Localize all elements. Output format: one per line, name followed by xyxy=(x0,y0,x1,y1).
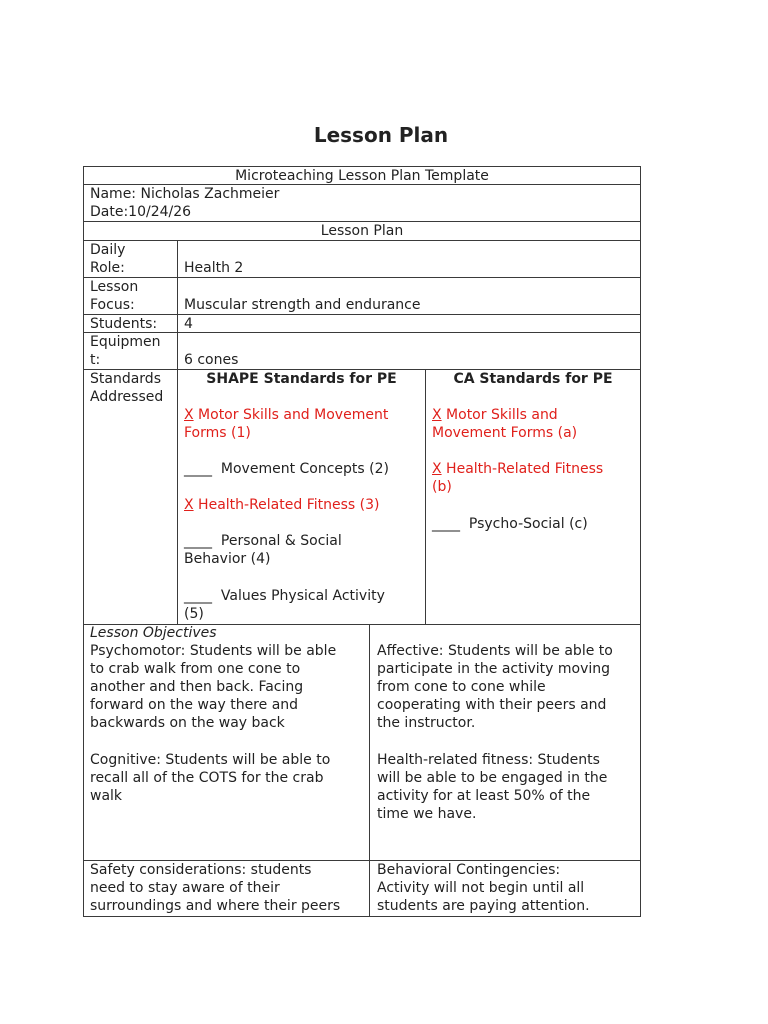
standards-label: Standards Addressed xyxy=(90,371,164,405)
shape-standard-3: X Health-Related Fitness (3) xyxy=(184,497,380,513)
checked-mark: X xyxy=(184,407,194,423)
lesson-focus-value: Muscular strength and endurance xyxy=(184,297,421,313)
daily-role-value: Health 2 xyxy=(184,260,244,276)
checked-mark: X xyxy=(432,407,442,423)
shape-standards-heading: SHAPE Standards for PE xyxy=(206,371,397,387)
unchecked-mark: ____ xyxy=(432,516,460,532)
behavioral-contingencies: Behavioral Contingencies: Activity will not begin until all students are paying attention. xyxy=(377,862,590,914)
students-label: Students: xyxy=(90,316,158,332)
fitness-objective: Health-related fitness: Students will be able to be engaged in the activity for at least 50% of the time we have. xyxy=(377,752,608,822)
page-title: Lesson Plan xyxy=(313,123,449,147)
lesson-focus-label: Lesson Focus: xyxy=(90,279,139,313)
equipment-value: 6 cones xyxy=(184,352,239,368)
shape-standard-4: ____ Personal & Social Behavior (4) xyxy=(184,533,342,567)
objectives-heading: Lesson Objectives xyxy=(90,625,217,641)
date-field: Date:10/24/26 xyxy=(90,204,192,220)
students-value: 4 xyxy=(184,316,193,332)
ca-standards-heading: CA Standards for PE xyxy=(453,371,613,387)
equipment-label: Equipmen t: xyxy=(90,334,161,368)
ca-standard-a: X Motor Skills and Movement Forms (a) xyxy=(432,407,578,441)
checked-mark: X xyxy=(432,461,442,477)
column-divider xyxy=(425,369,426,625)
shape-standard-2: ____ Movement Concepts (2) xyxy=(184,461,389,477)
unchecked-mark: ____ xyxy=(184,588,212,604)
column-divider xyxy=(369,624,370,917)
psychomotor-objective: Psychomotor: Students will be able to crab walk from one cone to another and then back. Facing forward on the way there and backwards on the way back xyxy=(90,643,337,731)
name-field: Name: Nicholas Zachmeier xyxy=(90,186,280,202)
shape-standard-5: ____ Values Physical Activity (5) xyxy=(184,588,385,622)
template-header: Microteaching Lesson Plan Template xyxy=(235,168,489,184)
daily-role-label: Daily Role: xyxy=(90,242,126,276)
ca-standard-c: ____ Psycho-Social (c) xyxy=(432,516,588,532)
ca-standard-b: X Health-Related Fitness (b) xyxy=(432,461,604,495)
cognitive-objective: Cognitive: Students will be able to recall all of the COTS for the crab walk xyxy=(90,752,331,804)
checked-mark: X xyxy=(184,497,194,513)
affective-objective: Affective: Students will be able to participate in the activity moving from cone to cone while cooperating with their peers and the instructor. xyxy=(377,643,613,731)
column-divider xyxy=(177,240,178,625)
unchecked-mark: ____ xyxy=(184,533,212,549)
shape-standard-1: X Motor Skills and Movement Forms (1) xyxy=(184,407,389,441)
unchecked-mark: ____ xyxy=(184,461,212,477)
section-header: Lesson Plan xyxy=(320,223,404,239)
safety-considerations: Safety considerations: students need to stay aware of their surroundings and where their peers xyxy=(90,862,341,914)
